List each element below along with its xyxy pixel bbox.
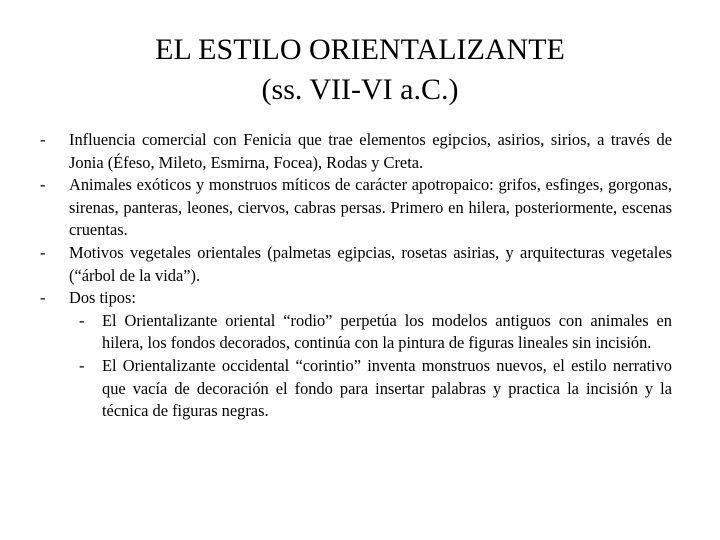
sub-bullet-item — [69, 355, 672, 423]
bullet-item — [40, 287, 672, 423]
bullet-dash: - — [40, 288, 46, 308]
bullet-item — [40, 242, 672, 287]
bullet-item — [40, 174, 672, 242]
title-line-2: (ss. VII-VI a.C.) — [261, 73, 459, 106]
bullet-dash: - — [40, 130, 46, 149]
bullet-item — [40, 129, 672, 174]
sub-bullet-item — [69, 310, 672, 355]
title-line-1: EL ESTILO ORIENTALIZANTE — [155, 33, 565, 66]
bullet-text: Animales exóticos y monstruos míticos de carácter apotropaico: grifos, esfinges, gorgonas, sirenas, panteras, leones, ciervos, cabras persas. Primero en hilera, posteriormente, escenas cruentas. — [69, 175, 672, 240]
bullet-dash: - — [40, 242, 46, 262]
bullet-text: Dos tipos: — [69, 288, 136, 308]
slide-title — [60, 30, 660, 110]
bullet-text: Influencia comercial con Fenicia que trae elementos egipcios, asirios, sirios, a través de Jonia (Éfeso, Mileto, Esmirna, Focea), Rodas y Creta. — [69, 130, 672, 172]
sub-bullet-dash: - — [79, 355, 85, 375]
bullet-dash: - — [40, 175, 46, 195]
sub-bullet-list — [69, 310, 672, 423]
sub-bullet-text: El Orientalizante occidental “corintio” inventa monstruos nuevos, el estilo nerrativo que vacía de decoración el fondo para insertar palabras y practica la incisión y la técnica de figuras negras. — [102, 355, 672, 421]
bullet-text: Motivos vegetales orientales (palmetas egipcias, rosetas asirias, y arquitecturas vegetales (“árbol de la vida”). — [69, 242, 672, 285]
bullet-list — [40, 129, 672, 423]
sub-bullet-text: El Orientalizante oriental “rodio” perpetúa los modelos antiguos con animales en hilera, los fondos decorados, continúa con la pintura de figuras lineales sin incisión. — [102, 310, 672, 353]
sub-bullet-dash: - — [79, 310, 85, 330]
